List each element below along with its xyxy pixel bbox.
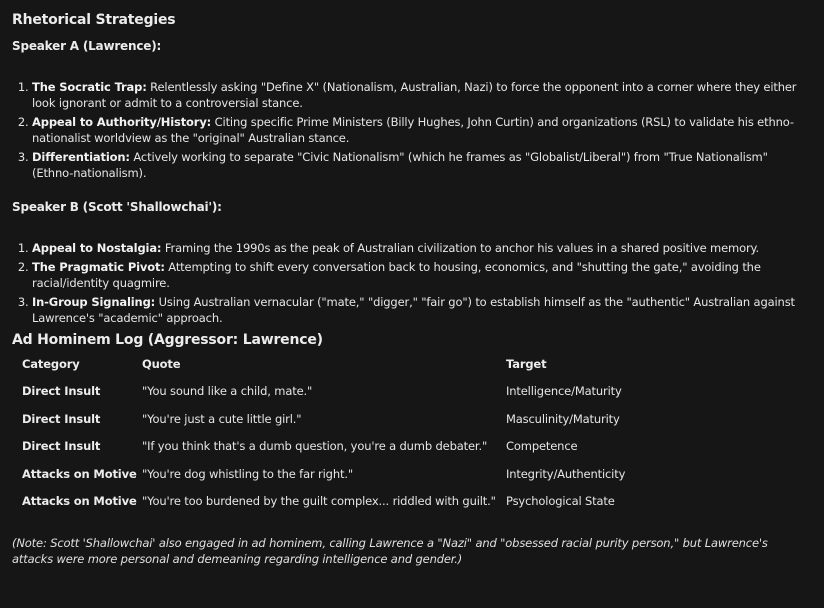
list-item bbox=[32, 79, 812, 111]
category-cell: Direct Insult bbox=[22, 439, 101, 454]
category-cell: Direct Insult bbox=[22, 384, 101, 399]
table-row bbox=[22, 460, 796, 488]
column-header-target: Target bbox=[506, 356, 547, 371]
category-cell: Direct Insult bbox=[22, 411, 101, 426]
target-cell: Integrity/Authenticity bbox=[506, 466, 626, 481]
table-row bbox=[22, 378, 796, 406]
category-cell: Attacks on Motive bbox=[22, 466, 137, 481]
strategy-text: Citing specific Prime Ministers (Billy Hughes, John Curtin) and organizations (RSL) to validate his ethno-nationalist worldview as the "original" Australian stance. bbox=[32, 115, 794, 145]
category-cell: Attacks on Motive bbox=[22, 494, 137, 509]
strategy-text: Framing the 1990s as the peak of Australian civilization to anchor his values in a shared positive memory. bbox=[161, 241, 760, 255]
strategy-text: Actively working to separate "Civic Nationalism" (which he frames as "Globalist/Liberal") from "True Nationalism" (Ethno-nationalism). bbox=[32, 150, 768, 180]
strategy-label: Differentiation: bbox=[32, 150, 130, 164]
table-row bbox=[22, 433, 796, 461]
strategy-text: Attempting to shift every conversation back to housing, economics, and "shutting the gate," avoiding the racial/identity quagmire. bbox=[32, 260, 761, 290]
quote-cell: "If you think that's a dumb question, you're a dumb debater." bbox=[142, 439, 488, 454]
ad-hominem-table bbox=[22, 350, 796, 515]
speaker-b-strategy-list bbox=[12, 240, 812, 326]
table-row bbox=[22, 405, 796, 433]
ad-hominem-heading: Ad Hominem Log (Aggressor: Lawrence) bbox=[12, 332, 323, 348]
strategy-label: Appeal to Nostalgia: bbox=[32, 241, 162, 255]
rhetorical-strategies-heading: Rhetorical Strategies bbox=[12, 12, 176, 28]
strategy-label: In-Group Signaling: bbox=[32, 295, 156, 309]
target-cell: Intelligence/Maturity bbox=[506, 384, 622, 399]
target-cell: Masculinity/Maturity bbox=[506, 411, 620, 426]
list-item bbox=[32, 294, 812, 326]
strategy-label: The Pragmatic Pivot: bbox=[32, 260, 165, 274]
column-header-category: Category bbox=[22, 356, 80, 371]
quote-cell: "You're just a cute little girl." bbox=[142, 411, 302, 426]
speaker-b-heading: Speaker B (Scott 'Shallowchai'): bbox=[12, 200, 222, 214]
quote-cell: "You're too burdened by the guilt complex... riddled with guilt." bbox=[142, 494, 496, 509]
list-item bbox=[32, 114, 812, 146]
document-content bbox=[12, 8, 812, 567]
strategy-label: Appeal to Authority/History: bbox=[32, 115, 212, 129]
strategy-text: Using Australian vernacular ("mate," "digger," "fair go") to establish himself as the "authentic" Australian against Lawrence's "academic" approach. bbox=[32, 295, 795, 325]
table-header-row bbox=[22, 350, 796, 378]
strategy-label: The Socratic Trap: bbox=[32, 80, 147, 94]
target-cell: Competence bbox=[506, 439, 578, 454]
speaker-a-heading: Speaker A (Lawrence): bbox=[12, 39, 162, 53]
strategy-text: Relentlessly asking "Define X" (Nationalism, Australian, Nazi) to force the opponent into a corner where they either look ignorant or admit to a controversial stance. bbox=[32, 80, 797, 110]
list-item bbox=[32, 240, 812, 256]
speaker-a-strategy-list bbox=[12, 79, 812, 181]
quote-cell: "You're dog whistling to the far right." bbox=[142, 466, 353, 481]
column-header-quote: Quote bbox=[142, 356, 181, 371]
quote-cell: "You sound like a child, mate." bbox=[142, 384, 313, 399]
target-cell: Psychological State bbox=[506, 494, 615, 509]
footnote: (Note: Scott 'Shallowchai' also engaged in ad hominem, calling Lawrence a "Nazi" and "obsessed racial purity person," but Lawrence's attacks were more personal and demeaning regarding intelligence and gender.) bbox=[12, 536, 768, 566]
list-item bbox=[32, 149, 812, 181]
list-item bbox=[32, 259, 812, 291]
table-row bbox=[22, 488, 796, 516]
